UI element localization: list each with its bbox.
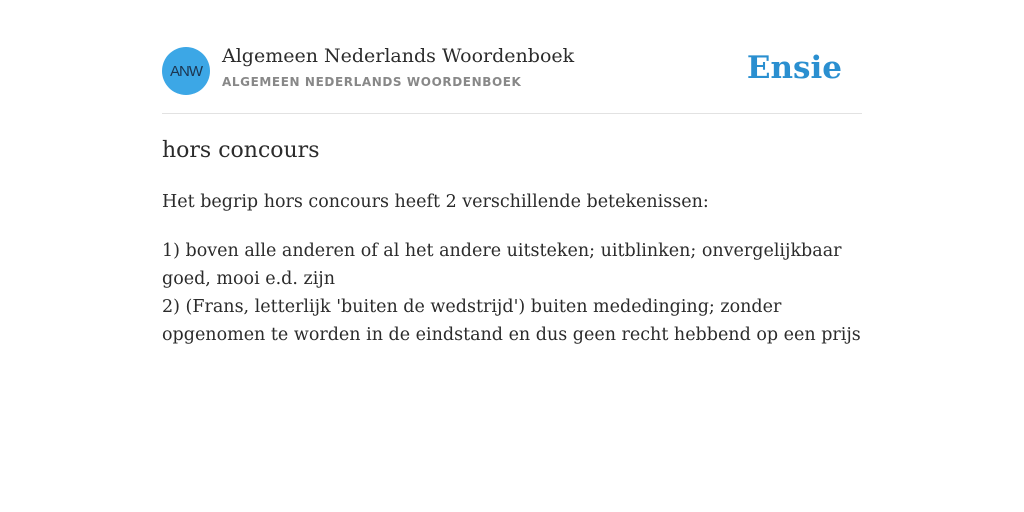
content-container: [162, 0, 862, 345]
definition-item: 2) (Frans, letterlijk 'buiten de wedstrijd') buiten mededinging; zonder opgenomen te worden in de eindstand en dus geen recht hebbend op een prijs: [162, 297, 861, 345]
ensie-brand-link[interactable]: Ensie: [746, 50, 842, 86]
source-title[interactable]: Algemeen Nederlands Woordenboek: [222, 45, 575, 67]
entry-intro: Het begrip hors concours heeft 2 verschillende betekenissen:: [162, 192, 709, 212]
definition-item: 1) boven alle anderen of al het andere uitsteken; uitblinken; onvergelijkbaar goed, mooi e.d. zijn: [162, 241, 842, 289]
source-subtitle: ALGEMEEN NEDERLANDS WOORDENBOEK: [222, 75, 522, 89]
logo-text: ANW: [170, 62, 202, 80]
anw-logo[interactable]: [162, 47, 210, 95]
entry-term: hors concours: [162, 138, 320, 163]
definition-list: [162, 237, 867, 349]
source-header: [162, 0, 862, 114]
